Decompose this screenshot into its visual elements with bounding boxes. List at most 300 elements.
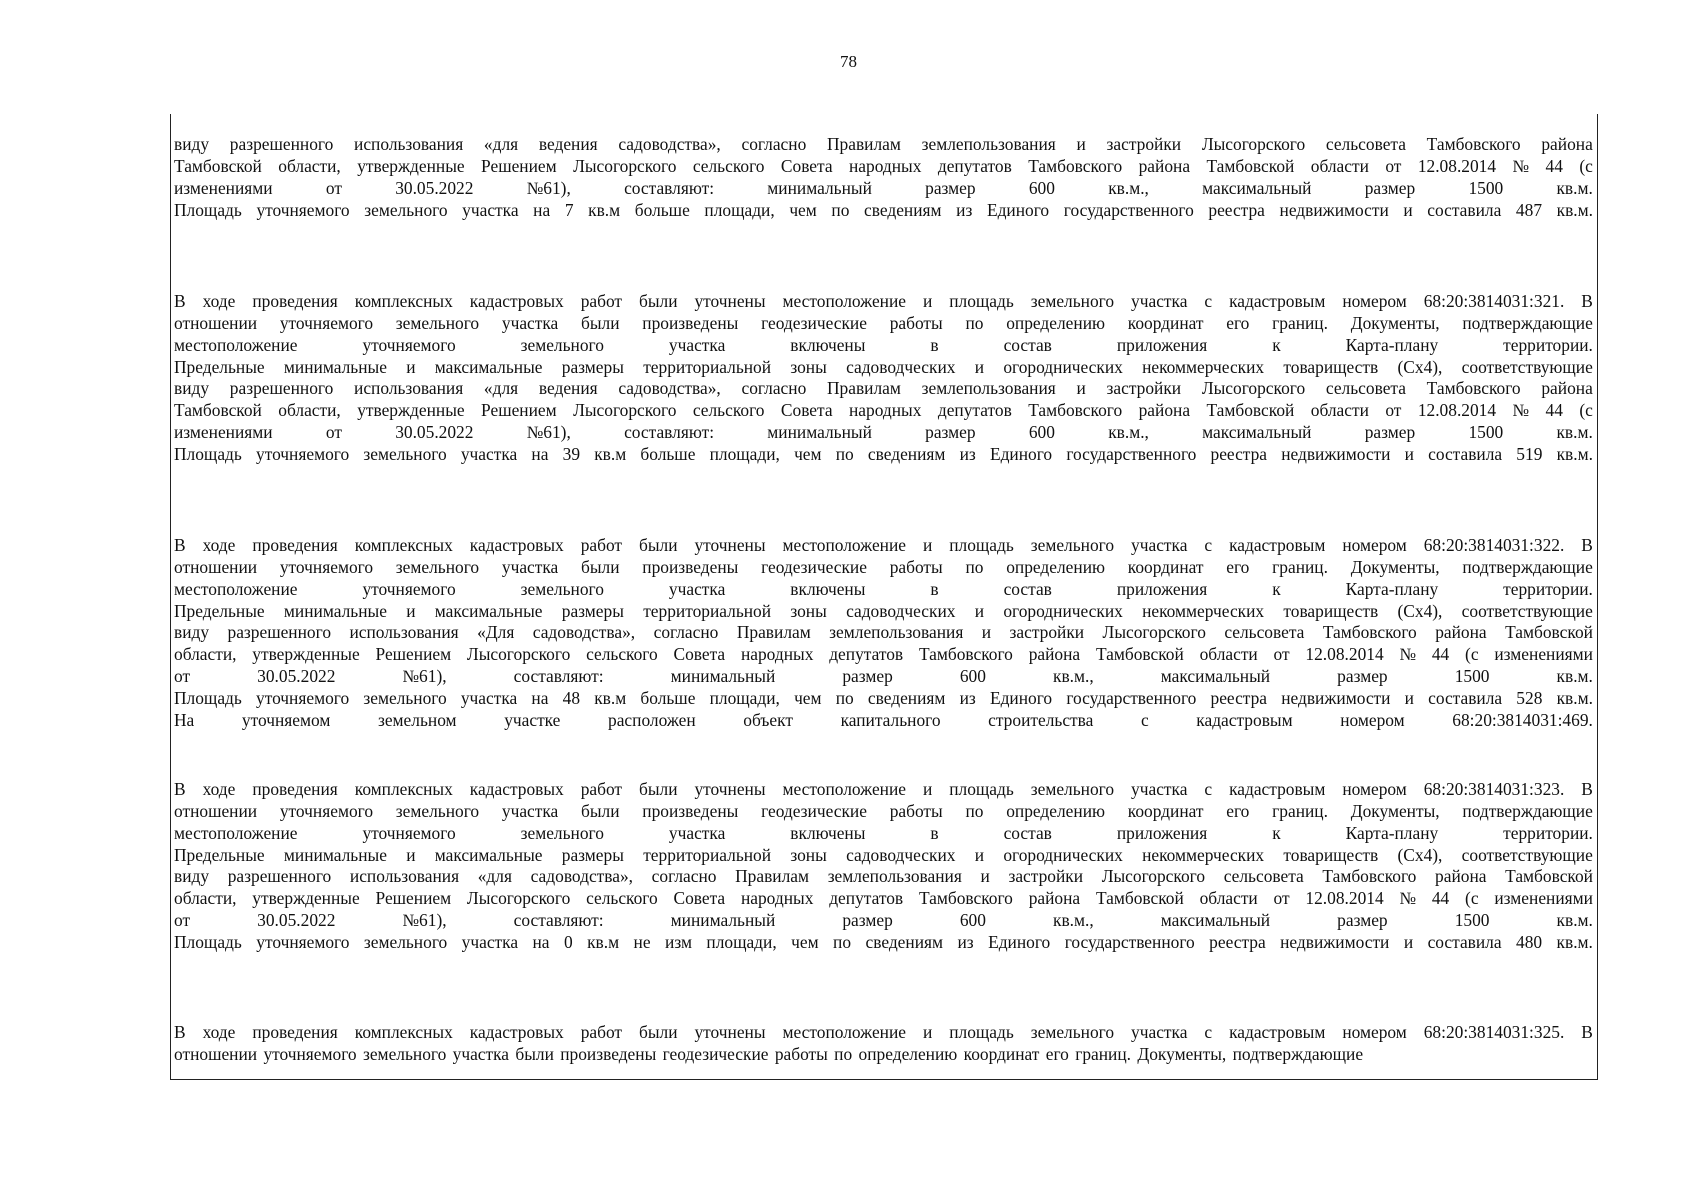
word: Тамбовской <box>1505 622 1593 643</box>
word: номером <box>1342 535 1407 555</box>
word: размеры <box>561 356 624 377</box>
word: земельном <box>377 709 457 730</box>
word: к <box>1272 822 1281 843</box>
word: зоны <box>790 356 827 377</box>
text-line <box>171 688 1596 710</box>
text-line <box>171 601 1596 623</box>
word: больше <box>640 687 696 708</box>
word: земельного <box>363 443 447 464</box>
word: сельсовета <box>1325 378 1406 399</box>
word: на <box>532 931 550 952</box>
word: области, <box>174 644 237 665</box>
word: кв.м., <box>1108 422 1149 443</box>
word: кв.м <box>587 931 620 952</box>
word: произведены <box>642 312 739 333</box>
text-line <box>171 932 1596 954</box>
word: участка <box>668 334 726 355</box>
word: геодезические <box>761 312 867 333</box>
word: кв.м. <box>1556 687 1593 708</box>
text-line <box>171 644 1596 666</box>
word: кв.м., <box>1108 177 1149 198</box>
word: землепользования <box>921 134 1056 154</box>
word: включены <box>790 334 866 355</box>
word: «для <box>483 134 519 154</box>
word: Решением <box>375 888 452 909</box>
word: границ. <box>1272 800 1328 821</box>
word: виду <box>174 378 210 399</box>
word: Лысогорского <box>466 888 571 909</box>
word: 1500 <box>1468 422 1504 443</box>
word: народных <box>848 400 922 421</box>
word: согласно <box>653 622 719 643</box>
word: минимальные <box>283 600 387 621</box>
word: размеры <box>561 600 624 621</box>
word: землепользования <box>829 622 964 643</box>
word: Правилам <box>735 866 810 887</box>
word: (Сх4), <box>1397 600 1443 621</box>
word: комплексных <box>354 779 453 799</box>
word: земельного <box>363 687 447 708</box>
word: района <box>1138 400 1191 421</box>
word: кадастровых <box>469 779 564 799</box>
word: «для <box>477 866 512 887</box>
word: размер <box>842 910 893 931</box>
word: Тамбовского <box>1028 400 1123 421</box>
word: 44 <box>1545 155 1563 176</box>
text-line <box>171 1022 1596 1044</box>
word: работы <box>889 556 943 577</box>
word: приложения <box>1116 822 1208 843</box>
word: территории. <box>1503 578 1593 599</box>
word: области <box>1310 400 1369 421</box>
word: садоводческих <box>846 356 956 377</box>
word: виду <box>174 622 210 643</box>
word: участке <box>504 709 561 730</box>
text-line <box>171 888 1596 910</box>
word: уточняемого <box>362 334 456 355</box>
word: 12.08.2014 <box>1417 155 1497 176</box>
word: Предельные <box>174 600 265 621</box>
word: «для <box>483 378 519 399</box>
word: площадь <box>949 535 1014 555</box>
word: по <box>965 556 984 577</box>
word: координат <box>1127 312 1204 333</box>
word: сельского <box>586 888 658 909</box>
word: от <box>325 177 342 198</box>
word: геодезические <box>761 556 867 577</box>
word: кв.м. <box>1556 199 1593 220</box>
word: и <box>1403 199 1413 220</box>
word: участка <box>1131 1022 1188 1042</box>
word: и <box>922 779 933 799</box>
word: депутатов <box>937 400 1012 421</box>
word: сельсовета <box>1224 622 1305 643</box>
word: Лысогорского <box>1201 134 1306 154</box>
word: местоположение <box>174 822 298 843</box>
word: границ. <box>1272 556 1328 577</box>
word: максимальные <box>434 600 543 621</box>
word: по <box>831 199 850 220</box>
word: границ. <box>1272 312 1328 333</box>
word: соответствующие <box>1461 356 1593 377</box>
word: земельного <box>395 800 480 821</box>
text-line <box>171 866 1596 888</box>
word: составляют: <box>624 422 715 443</box>
word: государственного <box>1063 199 1194 220</box>
word: были <box>638 291 678 311</box>
word: и <box>1404 443 1414 464</box>
word: капитального <box>840 709 941 730</box>
word: и <box>974 600 985 621</box>
word: подтверждающие <box>1462 312 1593 333</box>
word: ходе <box>202 291 236 311</box>
word: координат <box>1127 556 1204 577</box>
word: были <box>581 312 620 333</box>
word: были <box>638 1022 678 1042</box>
word: реестра <box>1208 199 1265 220</box>
word: номером <box>1340 709 1405 730</box>
word: государственного <box>1066 687 1197 708</box>
word: изм <box>665 931 692 952</box>
word: Совета <box>673 888 726 909</box>
word: кадастровым <box>1229 1022 1326 1042</box>
word: Тамбовского <box>918 888 1013 909</box>
word: На <box>174 709 195 730</box>
word: садоводства», <box>532 622 636 643</box>
word: кв.м. <box>1556 910 1593 931</box>
word: земельного <box>395 556 480 577</box>
word: его <box>1226 312 1250 333</box>
word: номером <box>1342 1022 1407 1042</box>
word: земельного <box>520 334 604 355</box>
word: 1500 <box>1454 910 1490 931</box>
word: из <box>959 443 976 464</box>
word: с <box>1204 779 1213 799</box>
word: огороднических <box>1003 844 1123 865</box>
word: и <box>406 600 416 621</box>
word: 68:20:3814031:325. <box>1423 1022 1565 1042</box>
word: утвержденные <box>357 400 465 421</box>
word: 1500 <box>1454 666 1490 687</box>
word: работ <box>580 535 623 555</box>
word: были <box>638 779 678 799</box>
word: работ <box>580 291 623 311</box>
word: размер <box>1364 177 1416 198</box>
word: согласно <box>741 134 807 154</box>
word: Тамбовской <box>1095 644 1184 665</box>
text-line <box>171 710 1596 732</box>
text-line <box>171 823 1596 845</box>
word: минимальные <box>283 844 387 865</box>
word: некоммерческих <box>1142 844 1265 865</box>
word: сведениям <box>865 931 944 952</box>
word: от <box>1385 155 1402 176</box>
word: Документы, <box>1350 312 1440 333</box>
text-line <box>171 178 1596 200</box>
word: уточнены <box>694 1022 766 1042</box>
word: минимальный <box>767 177 872 198</box>
word: реестра <box>1209 931 1266 952</box>
text-line <box>171 335 1596 357</box>
word: кв.м <box>594 443 627 464</box>
word: разрешенного <box>229 134 334 154</box>
word: района <box>1541 134 1593 154</box>
word: 12.08.2014 <box>1305 888 1384 909</box>
word: максимальный <box>1202 422 1312 443</box>
word: некоммерческих <box>1142 600 1265 621</box>
word: некоммерческих <box>1142 356 1265 377</box>
word: землепользования <box>921 378 1056 399</box>
word: участка <box>501 556 559 577</box>
word: соответствующие <box>1461 600 1593 621</box>
word: территориальной <box>643 600 772 621</box>
word: земельного <box>520 578 604 599</box>
word: составляют: <box>624 177 715 198</box>
word: не <box>633 931 651 952</box>
word: отношении <box>174 312 258 333</box>
word: ведения <box>538 378 598 399</box>
word: кв.м., <box>1053 666 1094 687</box>
word: минимальный <box>767 422 872 443</box>
word: застройки <box>1009 622 1085 643</box>
word: размеры <box>561 844 624 865</box>
word: 480 <box>1516 931 1543 952</box>
text-line <box>171 313 1596 335</box>
word: 30.05.2022 <box>395 422 474 443</box>
word: 12.08.2014 <box>1305 644 1384 665</box>
word: использования <box>349 622 459 643</box>
word: площади, <box>706 931 777 952</box>
word: В <box>1581 291 1593 311</box>
text-line <box>171 535 1596 557</box>
word: размер <box>925 177 976 198</box>
word: и <box>1076 134 1086 154</box>
word: кадастровых <box>469 1022 564 1042</box>
word: и <box>974 844 985 865</box>
word: кв.м <box>594 687 627 708</box>
text-line <box>171 156 1596 178</box>
word: площади, <box>709 687 780 708</box>
word: от <box>174 910 191 931</box>
text-block <box>171 1022 1596 1066</box>
word: площади, <box>704 199 775 220</box>
word: утвержденные <box>252 644 360 665</box>
word: больше <box>634 199 690 220</box>
word: народных <box>740 888 814 909</box>
word: кв.м. <box>1556 666 1593 687</box>
word: Предельные <box>174 844 265 865</box>
word: участка <box>1131 779 1188 799</box>
word: 44 <box>1545 400 1563 421</box>
word: приложения <box>1116 578 1208 599</box>
word: Лысогорского <box>573 400 677 421</box>
text-block <box>171 779 1596 954</box>
word: чем <box>791 931 819 952</box>
word: В <box>1581 779 1593 799</box>
word: сельского <box>692 400 765 421</box>
word: чем <box>794 443 822 464</box>
word: уточняемом <box>241 709 331 730</box>
word: площадь <box>949 1022 1014 1042</box>
word: садоводства», <box>618 378 721 399</box>
word: в <box>930 578 939 599</box>
word: 1500 <box>1468 177 1504 198</box>
word: Тамбовской <box>174 400 262 421</box>
word: из <box>959 687 976 708</box>
word: максимальные <box>434 844 543 865</box>
word: Лысогорского <box>573 155 677 176</box>
word: товариществ <box>1283 600 1379 621</box>
word: Правилам <box>736 622 811 643</box>
word: (Сх4), <box>1397 356 1443 377</box>
word: Тамбовского <box>1426 134 1521 154</box>
word: и <box>1404 687 1414 708</box>
text-block <box>171 291 1596 466</box>
word: Карта-плану <box>1345 578 1439 599</box>
word: размер <box>1364 422 1416 443</box>
word: Тамбовской <box>174 155 262 176</box>
word: недвижимости <box>1280 931 1390 952</box>
word: местоположение <box>782 535 906 555</box>
word: участка <box>668 822 726 843</box>
word: 30.05.2022 <box>257 910 336 931</box>
word: кв.м. <box>1556 422 1593 443</box>
word: земельного <box>363 931 448 952</box>
word: садоводства», <box>618 134 721 154</box>
word: ведения <box>538 134 598 154</box>
text-line <box>171 557 1596 579</box>
word: В <box>174 535 186 555</box>
word: Документы, <box>1350 800 1440 821</box>
word: по <box>965 800 984 821</box>
word: координат <box>1127 800 1204 821</box>
word: 528 <box>1516 687 1543 708</box>
word: территориальной <box>643 844 772 865</box>
word: работ <box>580 1022 623 1042</box>
word: кв.м. <box>1556 931 1593 952</box>
word: № <box>1512 400 1530 421</box>
word: «Для <box>477 622 515 643</box>
word: сельского <box>586 644 658 665</box>
word: Правилам <box>827 134 901 154</box>
word: объект <box>743 709 793 730</box>
word: по <box>965 312 984 333</box>
word: района <box>1028 888 1081 909</box>
text-line <box>171 200 1596 222</box>
word: кадастровым <box>1229 291 1326 311</box>
word: области, <box>174 888 237 909</box>
word: Тамбовской <box>1206 400 1295 421</box>
word: и <box>922 291 933 311</box>
word: Единого <box>989 443 1053 464</box>
word: проведения <box>252 535 338 555</box>
word: огороднических <box>1003 356 1123 377</box>
word: земельного <box>1030 779 1115 799</box>
word: и <box>974 356 985 377</box>
word: кадастровым <box>1196 709 1293 730</box>
word: из <box>956 199 973 220</box>
word: недвижимости <box>1279 199 1389 220</box>
word: ходе <box>202 1022 236 1042</box>
word: к <box>1272 334 1281 355</box>
text-line <box>171 400 1596 422</box>
word: минимальный <box>670 910 776 931</box>
word: на <box>531 443 549 464</box>
word: Единого <box>986 199 1050 220</box>
word: уточняемого <box>362 822 456 843</box>
word: размер <box>925 422 976 443</box>
word: уточняемого <box>256 687 350 708</box>
word: ходе <box>202 779 236 799</box>
word: области, <box>278 400 341 421</box>
word: В <box>174 291 186 311</box>
word: государственного <box>1064 931 1195 952</box>
word: от <box>174 666 191 687</box>
word: уточняемого <box>279 556 374 577</box>
word: участка <box>462 199 519 220</box>
word: номером <box>1342 291 1407 311</box>
word: по <box>835 443 854 464</box>
word: Решением <box>481 400 557 421</box>
word: 600 <box>1028 422 1055 443</box>
word: кв.м. <box>1556 443 1593 464</box>
word: проведения <box>252 1022 338 1042</box>
word: депутатов <box>829 644 904 665</box>
word: района <box>1435 622 1487 643</box>
word: составляют: <box>513 666 604 687</box>
word: его <box>1226 800 1250 821</box>
word: утвержденные <box>252 888 360 909</box>
word: кв.м. <box>1556 177 1593 198</box>
word: в <box>930 334 939 355</box>
word: Решением <box>375 644 452 665</box>
word: Лысогорского <box>466 644 571 665</box>
word: ходе <box>202 535 236 555</box>
word: садоводческих <box>846 600 956 621</box>
text-line <box>171 579 1596 601</box>
word: и <box>1076 378 1086 399</box>
word: участка <box>668 578 726 599</box>
text-line <box>171 444 1596 466</box>
word: работ <box>580 779 623 799</box>
word: 600 <box>1028 177 1055 198</box>
word: Лысогорского <box>1102 622 1206 643</box>
word: разрешенного <box>229 378 334 399</box>
word: с <box>1204 535 1213 555</box>
word: приложения <box>1116 334 1208 355</box>
word: на <box>533 199 551 220</box>
word: Тамбовского <box>1028 155 1123 176</box>
word: товариществ <box>1283 844 1379 865</box>
word: 30.05.2022 <box>257 666 336 687</box>
word: проведения <box>252 779 338 799</box>
word: В <box>174 779 186 799</box>
word: района <box>1435 866 1487 887</box>
word: Совета <box>673 644 726 665</box>
word: депутатов <box>937 155 1012 176</box>
word: Предельные <box>174 356 265 377</box>
word: кв.м., <box>1053 910 1094 931</box>
text-line <box>171 801 1596 823</box>
word: максимальный <box>1202 177 1312 198</box>
word: участка <box>460 443 518 464</box>
word: минимальный <box>670 666 776 687</box>
word: 44 <box>1431 644 1450 665</box>
text-line: отношении уточняемого земельного участка были произведены геодезические работы по определению координат его границ. Документы, подтверждающие <box>174 1043 1364 1064</box>
word: участка <box>461 931 519 952</box>
word: изменениями <box>1494 644 1593 665</box>
word: от <box>1273 644 1290 665</box>
